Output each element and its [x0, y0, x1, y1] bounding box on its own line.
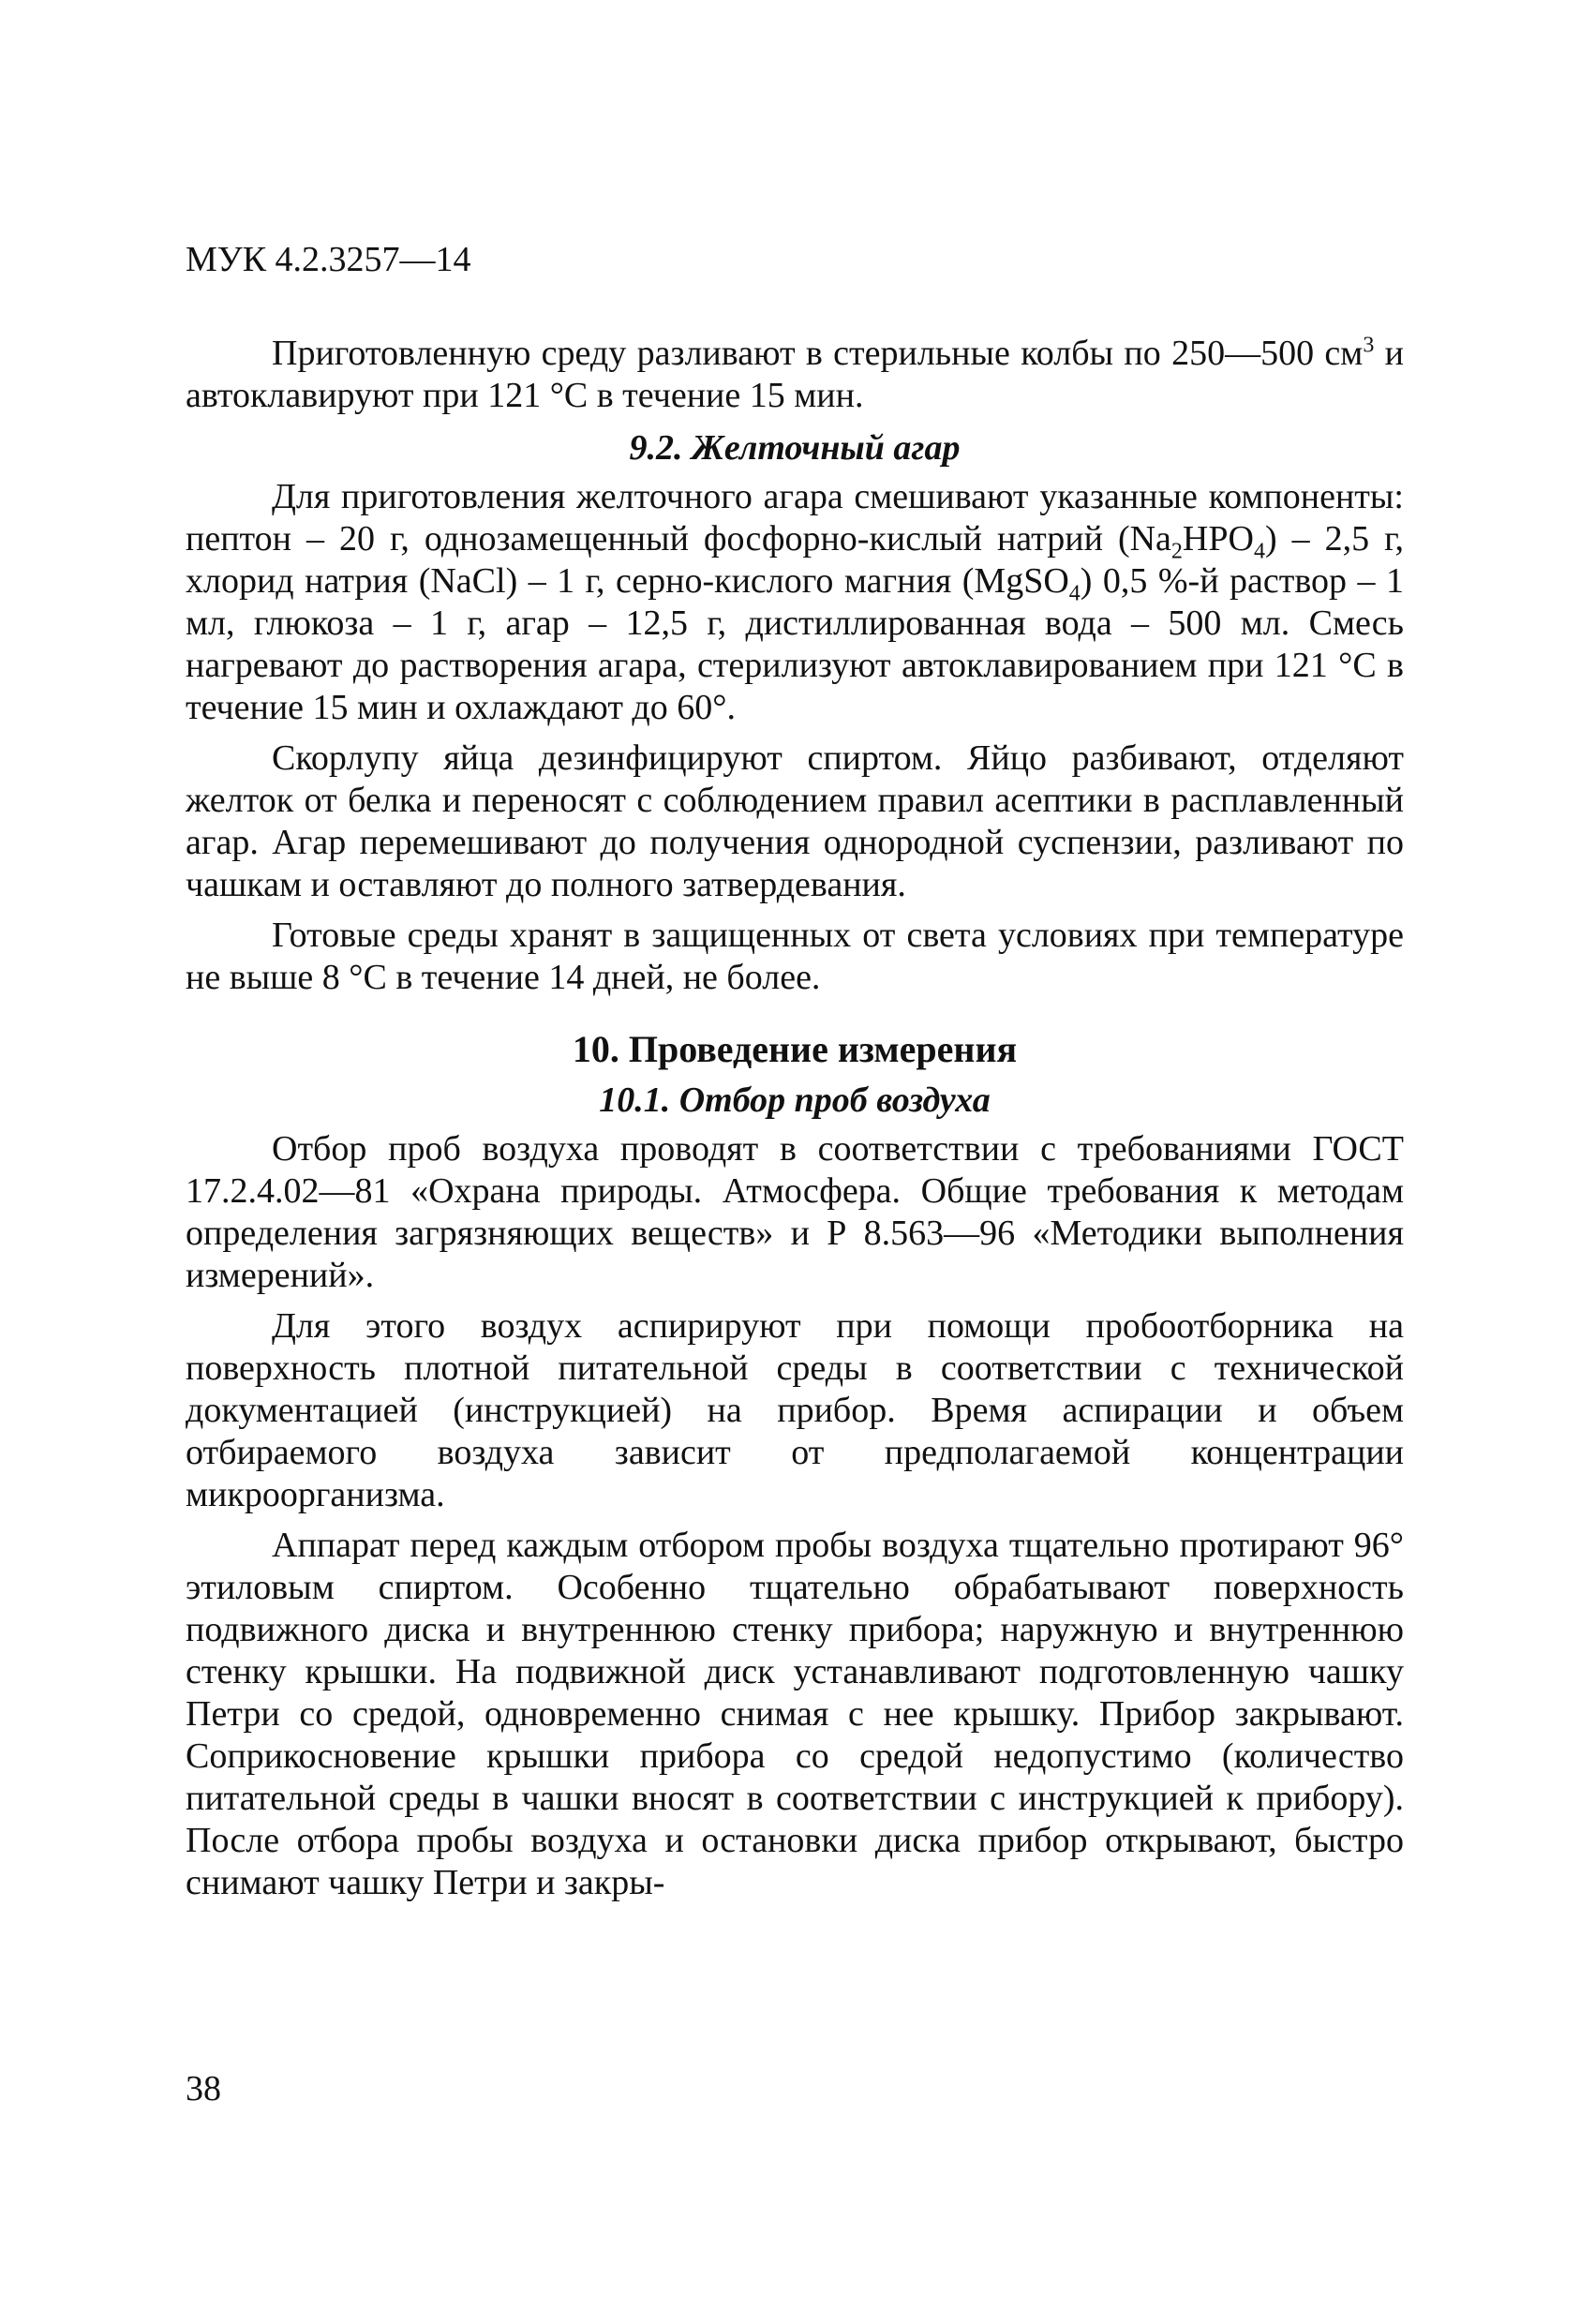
- subsection-title-9-2: 9.2. Желточный агар: [629, 428, 961, 468]
- paragraph-9-2-egg: Скорлупу яйца дезинфицируют спиртом. Яйцо разбивают, отделяют желток от белка и переносят с соблюдением правил асептики в расплавленный агар. Агар перемешивают до получения однородной суспензии, разливают по чашкам и оставляют до полного затвердевания.: [186, 738, 1404, 904]
- subscript: 2: [1170, 539, 1183, 564]
- superscript-3: 3: [1363, 333, 1375, 358]
- section-title-10: 10. Проведение измерения: [572, 1028, 1018, 1070]
- subscript: 4: [1253, 539, 1265, 564]
- paragraph-10-1-standards: Отбор проб воздуха проводят в соответствии с требованиями ГОСТ 17.2.4.02—81 «Охрана природы. Атмосфера. Общие требования к методам определения загрязняющих веществ» и Р 8.563—96 «Методики выполнения измерений».: [186, 1129, 1404, 1295]
- subscript: 4: [1068, 581, 1081, 606]
- intro-paragraph: [186, 333, 1404, 417]
- paragraph-9-2-composition: [186, 476, 1404, 729]
- page-content: [186, 333, 1404, 1913]
- text-fragment: Для приготовления желточного агара смешивают указанные компоненты: пептон – 20 г, однозамещенный фосфорно-кислый натрий (Na: [186, 477, 1404, 559]
- text-fragment: HPO: [1182, 519, 1254, 559]
- paragraph-10-1-aspiration: Для этого воздух аспирируют при помощи пробоотборника на поверхность плотной питательной среды в соответствии с технической документацией (инструкцией) на прибор. Время аспирации и объем отбираемого воздуха зависит от предполагаемой концентрации микроорганизма.: [186, 1306, 1404, 1514]
- subsection-title-10-1: 10.1. Отбор проб воздуха: [599, 1080, 991, 1120]
- paragraph-10-1-procedure: Аппарат перед каждым отбором пробы воздуха тщательно протирают 96° этиловым спиртом. Особенно тщательно обрабатывают поверхность подвижного диска и внутреннюю стенку прибора; наружную и внутреннюю стенку крышки. На подвижной диск устанавливают подготовленную чашку Петри со средой, одновременно снимая с нее крышку. Прибор закрывают. Соприкосновение крышки прибора со средой недопустимо (количество питательной среды в чашки вносят в соответствии с инструкцией к прибору). После отбора пробы воздуха и остановки диска прибор открывают, быстро снимают чашку Петри и закры-: [186, 1526, 1404, 1902]
- text-fragment: ) 0,5 %-й раствор – 1 мл, глюкоза – 1 г, агар – 12,5 г, дистиллированная вода – 500 мл. Смесь нагревают до растворения агара, стерилизуют автоклавированием при 121 °С в течение 15 мин и охлаждают до 60°.: [186, 561, 1404, 727]
- document-code-header: МУК 4.2.3257—14: [186, 240, 471, 279]
- page-number: 38: [186, 2069, 221, 2108]
- paragraph-9-2-storage: Готовые среды хранят в защищенных от света условиях при температуре не выше 8 °С в течение 14 дней, не более.: [186, 916, 1404, 997]
- intro-text: Приготовленную среду разливают в стерильные колбы по 250—500 см: [272, 334, 1364, 373]
- intro-text-tail: и автоклавируют при 121 °С в течение 15 мин.: [186, 334, 1404, 415]
- text-fragment: ) – 2,5 г, хлорид натрия (NaCl) – 1 г, серно-кислого магния (MgSO: [186, 519, 1404, 601]
